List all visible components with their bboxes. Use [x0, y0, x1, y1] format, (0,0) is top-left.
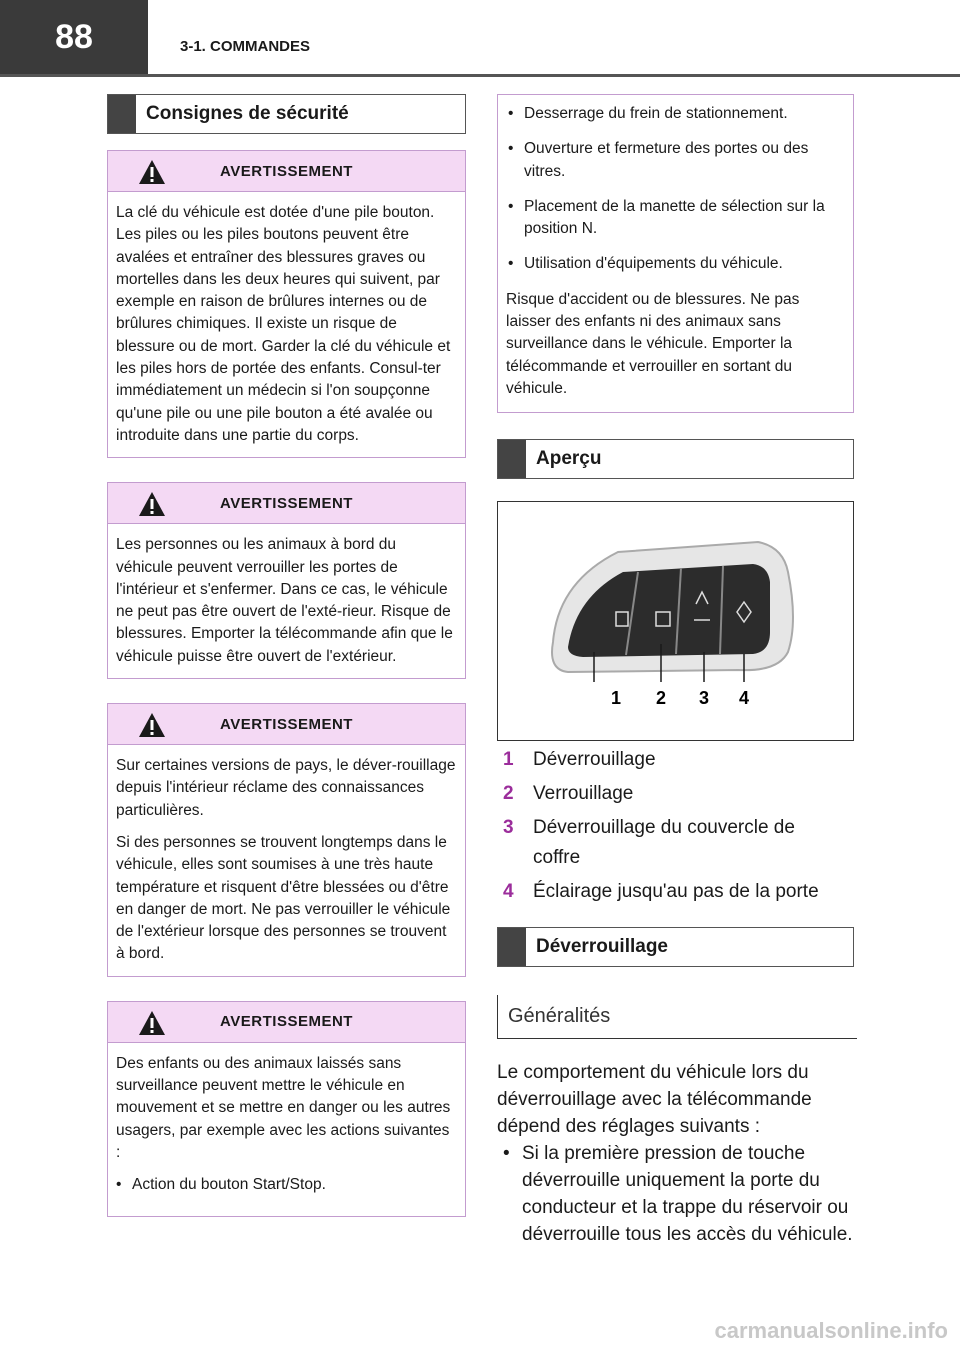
section-heading-unlock — [497, 927, 854, 967]
heading-bar — [498, 440, 526, 478]
section-heading-text: Aperçu — [536, 448, 602, 470]
section-heading-text: Consignes de sécurité — [146, 103, 349, 124]
warning-paragraph: Risque d'accident ou de blessures. Ne pas laisser des enfants ni des animaux sans surveillance dans le véhicule. Emporter la télécommande et verrouiller en sortant du véhicule. — [506, 290, 800, 397]
warning-header — [108, 1002, 465, 1043]
body-bullet-list — [497, 1140, 854, 1248]
figure-label-1: 1 — [610, 688, 622, 709]
warning-box-3 — [107, 703, 466, 977]
warning-title: AVERTISSEMENT — [220, 162, 353, 180]
body-paragraph: Le comportement du véhicule lors du déverrouillage avec la télécommande dépend des réglages suivants : — [497, 1062, 812, 1138]
warning-title: AVERTISSEMENT — [220, 715, 353, 733]
warning-body — [108, 192, 465, 457]
subsection-heading: Généralités — [497, 995, 857, 1039]
warning-paragraph: Des enfants ou des animaux laissés sans surveillance peuvent mettre le véhicule en mouvement et se mettre en danger ou les autres usagers, par exemple avec les actions suivantes : — [116, 1054, 451, 1161]
heading-bar — [498, 928, 526, 966]
list-item: • Si la première pression de touche déverrouille uniquement la porte du conducteur et la trappe du réservoir ou déverrouille tous les accès du véhicule. — [497, 1140, 854, 1248]
warning-body — [108, 745, 465, 976]
section-heading-overview — [497, 439, 854, 479]
warning-box-1 — [107, 150, 466, 458]
warning-title: AVERTISSEMENT — [220, 494, 353, 512]
left-column — [107, 94, 466, 1217]
warning-paragraph: Si des personnes se trouvent longtemps dans le véhicule, elles sont soumises à une très haute température et risquent d'être blessées ou d'être en danger de mort. Ne pas verrouiller le véhicule de l'extérieur lorsque des personnes se trouvent à bord. — [116, 833, 451, 963]
heading-bar — [108, 95, 136, 133]
key-fob-figure — [497, 501, 854, 741]
warning-paragraph: Les personnes ou les animaux à bord du véhicule peuvent verrouiller les portes de l'intérieur et s'enfermer. Dans ce cas, le véhicule ne peut pas être ouvert de l'exté-rieur. Risque de blessures. Emporter la télécommande afin que le véhicule puisse être ouvert de l'extérieur. — [116, 536, 453, 665]
warning-title: AVERTISSEMENT — [220, 1013, 353, 1031]
list-item: • Action du bouton Start/Stop. — [116, 1174, 457, 1196]
legend-number: 4 — [503, 881, 514, 903]
warning-paragraph: Sur certaines versions de pays, le déver-rouillage depuis l'intérieur réclame des connaissances particulières. — [116, 757, 456, 819]
warning-icon — [138, 1010, 166, 1036]
section-heading-text: Déverrouillage — [536, 936, 668, 958]
legend-number: 2 — [503, 783, 514, 805]
list-item: • Desserrage du frein de stationnement. — [506, 103, 845, 125]
legend-number: 1 — [503, 749, 514, 771]
legend-label: Déverrouillage du couvercle de coffre — [533, 817, 795, 869]
figure-label-4: 4 — [738, 688, 750, 709]
warning-body — [108, 524, 465, 678]
chapter-title: 3-1. COMMANDES — [180, 38, 311, 55]
list-item: • Utilisation d'équipements du véhicule. — [506, 253, 845, 275]
warning-continuation-box — [497, 94, 854, 413]
page-header — [0, 0, 960, 80]
warning-header — [108, 151, 465, 192]
figure-legend — [497, 745, 854, 907]
right-column — [497, 94, 854, 1248]
list-item: • Placement de la manette de sélection sur la position N. — [506, 196, 845, 241]
section-heading-safety — [107, 94, 466, 134]
warning-bullet-list — [116, 1174, 457, 1196]
warning-icon — [138, 712, 166, 738]
header-rule — [0, 74, 960, 77]
figure-label-3: 3 — [698, 688, 710, 709]
legend-item — [497, 813, 854, 873]
page-number: 88 — [0, 0, 148, 74]
legend-item — [497, 877, 854, 907]
warning-header — [108, 704, 465, 745]
legend-label: Éclairage jusqu'au pas de la porte — [533, 881, 819, 903]
warning-icon — [138, 159, 166, 185]
warning-body — [108, 1043, 465, 1216]
warning-box-2 — [107, 482, 466, 679]
legend-number: 3 — [503, 817, 514, 839]
warning-paragraph: La clé du véhicule est dotée d'une pile bouton. Les piles ou les piles boutons peuvent être avalées et entraîner des blessures graves ou mortelles dans les deux heures qui suivent, par exemple en raison de brûlures internes ou de brûlures chimiques. Il existe un risque de blessure ou de mort. Garder la clé du véhicule et les piles hors de portée des enfants. Consul-ter immédiatement un médecin si l'on soupçonne qu'une pile ou une pile bouton a été avalée ou introduite dans une partie du corps. — [116, 204, 451, 444]
list-item: • Ouverture et fermeture des portes ou des vitres. — [506, 138, 845, 183]
legend-item — [497, 745, 854, 775]
body-text — [497, 1059, 854, 1248]
legend-label: Verrouillage — [533, 783, 634, 805]
watermark: carmanualsonline.info — [714, 1318, 948, 1343]
legend-label: Déverrouillage — [533, 749, 656, 771]
warning-header — [108, 483, 465, 524]
key-fob-illustration — [498, 502, 853, 740]
legend-item — [497, 779, 854, 809]
warning-box-4 — [107, 1001, 466, 1217]
continued-bullet-list — [506, 103, 845, 276]
figure-label-2: 2 — [655, 688, 667, 709]
warning-icon — [138, 491, 166, 517]
